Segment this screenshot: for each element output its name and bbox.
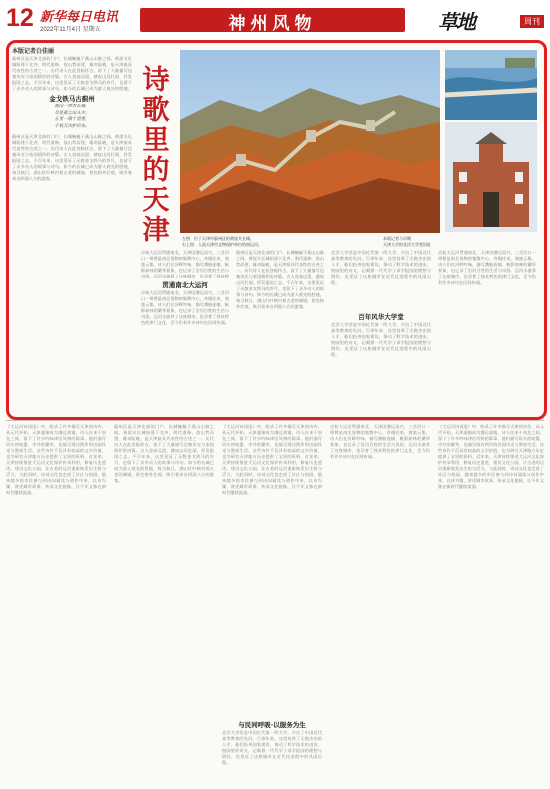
caption-line: 本版记者与早期: [383, 236, 411, 241]
lower-column-2: 蓟州区是天津北部的门户，长城蜿蜒于燕山山脉之间。黄崖关长城始建于北齐，明代重修，依山势而建，雄奇险峻，是天津最具代表性的古迹之一。历代诗人在此登临怀古，留下了大量描写边塞风光与家国情怀的诗篇。古人登高远望，感叹山河壮丽，抒发报国之志。千百年来，这里见证了无数金戈铁马的岁月，也留下了众多动人的故事与诗句。如今的长城已成为游人观光的胜地，每当秋日，满山红叶映衬着古老的城墙，景色格外壮观，吸引着来自四面八方的游客。: [114, 424, 214, 483]
subhead-canal: 贯通南北大运河: [162, 281, 208, 289]
poem-line: 五里一墩十里堡，: [54, 117, 90, 122]
section-divider: [6, 420, 544, 421]
weekly-logo-script: 草地: [438, 10, 474, 34]
lower-column-5: 《大运河诗词选》中，收录了许多描写天津的诗作。从元代开始，天津逐渐成为漕运重镇，诗人往来于南北之间，留下了许多吟咏津沽风物的篇章。他们描写码头的喧嚣、市井的繁华，也描写海河两岸的田园风光与渔家生活。这些诗作不仅具有较高的文学价值，也为研究天津地方历史提供了宝贵的资料。近年来，天津持续推进大运河文化保护传承利用，修复历史遗迹，建设文化公园，让古老的运河重新焕发出生机与活力。与此同时，诗词文化也走进了社区与校园，越来越多的市民参与到诗词诵读与创作中来，以诗为媒，讲述城市故事，传承文化根脉，让千年文脉在新时代继续流淌。: [438, 424, 544, 489]
main-caption: [182, 236, 382, 247]
editor-note: 本版记者白佳丽: [12, 49, 55, 55]
poem-line: 千秋万古护京东。: [54, 123, 90, 129]
lower-column-1: 《大运河诗词选》中，收录了许多描写天津的诗作。从元代开始，天津逐渐成为漕运重镇，诗人往来于南北之间，留下了许多吟咏津沽风物的篇章。他们描写码头的喧嚣、市井的繁华，也描写海河两岸的田园风光与渔家生活。这些诗作不仅具有较高的文学价值，也为研究天津地方历史提供了宝贵的资料。近年来，天津持续推进大运河文化保护传承利用，修复历史遗迹，建设文化公园，让古老的运河重新焕发出生机与活力。与此同时，诗词文化也走进了社区与校园，越来越多的市民参与到诗词诵读与创作中来，以诗为媒，讲述城市故事，传承文化根脉，让千年文脉在新时代继续流淌。: [6, 424, 106, 495]
subhead-jizhou: 金戈铁马古蓟州: [49, 95, 95, 103]
school-intro: 北洋大学堂是中国近代第一所大学，开启了中国近代高等教育的先河。百余年来，这里培养了无数杰出的人才，他们投身国家建设，推动了科学技术的进步。校园里的诗文，记载着一代代学子求学报国的理想与情怀，也见证了这座城市在近代化进程中的风雨历程。: [331, 250, 431, 285]
canal-photo: [445, 50, 537, 120]
subhead-school: 百年风华大学堂: [358, 313, 404, 321]
caption-line: 右上图：入选天津市文物保护单位的南运河。: [182, 241, 262, 247]
caption-line: 天津大学的北洋大学堂旧址: [383, 241, 431, 247]
peiyang-building-photo: [445, 122, 537, 232]
great-wall-illustration: [180, 50, 440, 233]
weekly-logo: [434, 4, 546, 36]
section-banner: [140, 8, 405, 32]
subhead-service: 与民同呼吸·以服务为生: [238, 721, 306, 729]
canal-text: 京杭大运河贯通南北，天津因漕运而兴，三岔河口一带曾是南北货物的集散中心，舟楫往来，商旅云集。诗人们在河畔吟咏，描写漕船连樯、帆影如林的繁华景象，也记录了沿河百姓的生活与风俗。运河水滋养了这座城市，也孕育了独具特色的津门文化，至今仍有许多诗句在民间传诵。: [141, 290, 229, 325]
paper-name: 新华每日电讯: [40, 9, 119, 24]
page-number: 12: [6, 4, 34, 32]
section-title: 神州风物: [228, 14, 317, 34]
weekly-logo-tag: 周刊: [520, 15, 544, 28]
masthead: [0, 0, 550, 42]
building-illustration: [445, 122, 537, 232]
canal-illustration: [445, 50, 537, 120]
school-text: 北洋大学堂是中国近代第一所大学，开启了中国近代高等教育的先河。百余年来，这里培养了无数杰出的人才，他们投身国家建设，推动了科学技术的进步。校园里的诗文，记载着一代代学子求学报国的理想与情怀，也见证了这座城市在近代化进程中的风雨历程。: [331, 322, 431, 357]
right-text: 京杭大运河贯通南北，天津因漕运而兴，三岔河口一带曾是南北货物的集散中心，舟楫往来，商旅云集。诗人们在河畔吟咏，描写漕船连樯、帆影如林的繁华景象，也记录了沿河百姓的生活与风俗。运河水滋养了这座城市，也孕育了独具特色的津门文化，至今仍有许多诗句在民间传诵。: [438, 250, 536, 285]
intro-text: 蓟州区是天津北部的门户，长城蜿蜒于燕山山脉之间。黄崖关长城始建于北齐，明代重修，依山势而建，雄奇险峻，是天津最具代表性的古迹之一。历代诗人在此登临怀古，留下了大量描写边塞风光与家国情怀的诗篇。古人登高远望，感叹山河壮丽，抒发报国之志。千百年来，这里见证了无数金戈铁马的岁月，也留下了众多动人的故事与诗句。如今的长城已成为游人观光的胜地，: [12, 56, 132, 91]
lower-column-3b: 北洋大学堂是中国近代第一所大学，开启了中国近代高等教育的先河。百余年来，这里培养了无数杰出的人才，他们投身国家建设，推动了科学技术的进步。校园里的诗文，记载着一代代学子求学报国的理想与情怀，也见证了这座城市在近代化进程中的风雨历程。: [222, 730, 322, 765]
headline: 诗歌里的天津: [142, 65, 170, 246]
middle-text: 蓟州区是天津北部的门户，长城蜿蜒于燕山山脉之间。黄崖关长城始建于北齐，明代重修，依山势而建，雄奇险峻，是天津最具代表性的古迹之一。历代诗人在此登临怀古，留下了大量描写边塞风光与家国情怀的诗篇。古人登高远望，感叹山河壮丽，抒发报国之志。千百年来，这里见证了无数金戈铁马的岁月，也留下了众多动人的故事与诗句。如今的长城已成为游人观光的胜地，每当秋日，满山红叶映衬着古老的城墙，景色格外壮观，吸引着来自四面八方的游客。: [236, 250, 324, 309]
caption-line: 左图：位于天津市蓟州区的黄崖关长城。: [182, 236, 254, 241]
side-caption: [383, 236, 441, 247]
lower-column-4: 京杭大运河贯通南北，天津因漕运而兴，三岔河口一带曾是南北货物的集散中心，舟楫往来，商旅云集。诗人们在河畔吟咏，描写漕船连樯、帆影如林的繁华景象，也记录了沿河百姓的生活与风俗。运河水滋养了这座城市，也孕育了独具特色的津门文化，至今仍有许多诗句在民间传诵。: [330, 424, 430, 459]
jizhou-text: 蓟州区是天津北部的门户，长城蜿蜒于燕山山脉之间。黄崖关长城始建于北齐，明代重修，依山势而建，雄奇险峻，是天津最具代表性的古迹之一。历代诗人在此登临怀古，留下了大量描写边塞风光与家国情怀的诗篇。古人登高远望，感叹山河壮丽，抒发报国之志。千百年来，这里见证了无数金戈铁马的岁月，也留下了众多动人的故事与诗句。如今的长城已成为游人观光的胜地，每当秋日，满山红叶映衬着古老的城墙，景色格外壮观，吸引着来自四面八方的游客。: [12, 134, 132, 181]
lower-column-3: 《大运河诗词选》中，收录了许多描写天津的诗作。从元代开始，天津逐渐成为漕运重镇，诗人往来于南北之间，留下了许多吟咏津沽风物的篇章。他们描写码头的喧嚣、市井的繁华，也描写海河两岸的田园风光与渔家生活。这些诗作不仅具有较高的文学价值，也为研究天津地方历史提供了宝贵的资料。近年来，天津持续推进大运河文化保护传承利用，修复历史遗迹，建设文化公园，让古老的运河重新焕发出生机与活力。与此同时，诗词文化也走进了社区与校园，越来越多的市民参与到诗词诵读与创作中来，以诗为媒，讲述城市故事，传承文化根脉，让千年文脉在新时代继续流淌。: [222, 424, 322, 495]
canal-intro: 京杭大运河贯通南北，天津因漕运而兴，三岔河口一带曾是南北货物的集散中心，舟楫往来，商旅云集。诗人们在河畔吟咏，描写漕船连樯、帆影如林的繁华景象，也记录了沿河百姓的生活与风俗。运河水滋养了这座城市，也孕育了独具特: [141, 250, 229, 278]
publication-date: 2022年11月4日 星期五: [40, 27, 101, 33]
poem-line: 燕山一带古长城，: [54, 104, 90, 109]
poem-block: [12, 104, 132, 132]
poem-line: 尽是黄尘出入中。: [54, 110, 90, 116]
great-wall-photo: [180, 50, 440, 233]
